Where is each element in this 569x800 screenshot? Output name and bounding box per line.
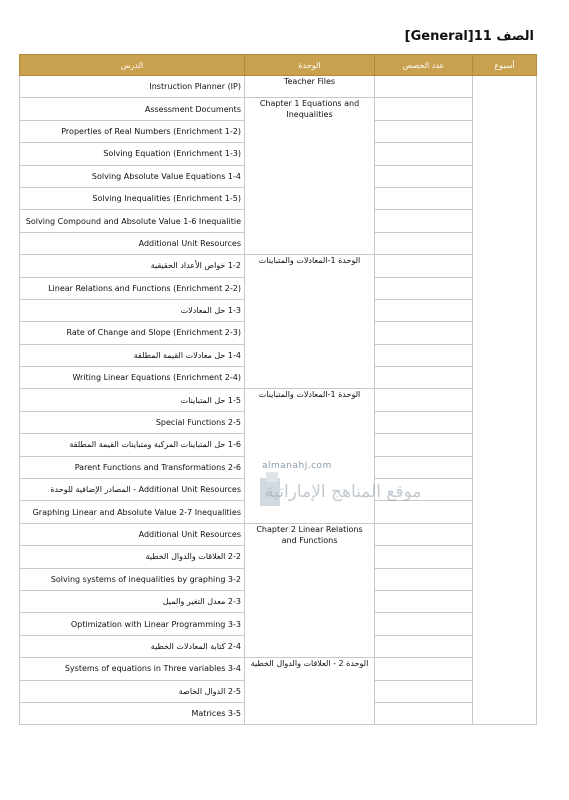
lesson-cell — [20, 479, 245, 501]
lesson-cell — [20, 98, 245, 120]
table-row — [20, 76, 537, 98]
count-cell — [375, 658, 473, 680]
lesson-cell — [20, 411, 245, 433]
watermark-url: almanahj.com — [262, 461, 332, 471]
lesson-text: Additional Unit Resources — [138, 530, 241, 539]
header-lesson: الدرس — [20, 55, 245, 76]
lesson-cell — [20, 568, 245, 590]
count-cell — [375, 590, 473, 612]
count-cell — [375, 187, 473, 209]
count-cell — [375, 501, 473, 523]
table-row — [20, 98, 537, 120]
lesson-text: (Solving Equation (Enrichment 1-3 — [103, 149, 241, 159]
lesson-text: Optimization with Linear Programming 3-3 — [70, 619, 241, 629]
lesson-text: 1-5 حل المتباينات — [180, 395, 241, 405]
lesson-text: 1-6 حل المتباينات المركبة ومتباينات القيمة المطلقة — [69, 440, 241, 450]
lesson-cell — [20, 344, 245, 366]
lesson-cell — [20, 143, 245, 165]
unit-cell: الوحدة 1-المعادلات والمتباينات — [245, 389, 375, 523]
table-row — [20, 389, 537, 411]
planner-table — [19, 54, 537, 725]
count-cell — [375, 367, 473, 389]
header-unit: الوحدة — [245, 55, 375, 76]
table-row — [20, 523, 537, 545]
count-cell — [375, 389, 473, 411]
lesson-cell — [20, 165, 245, 187]
count-cell — [375, 613, 473, 635]
lesson-text: Special Functions 2-5 — [155, 418, 241, 428]
lesson-cell — [20, 501, 245, 523]
lesson-text: Systems of equations in Three variables 3-4 — [64, 664, 241, 674]
count-cell — [375, 76, 473, 98]
lesson-text: Matrices 3-5 — [191, 709, 241, 719]
unit-cell: الوحدة 2 - العلاقات والدوال الخطية — [245, 658, 375, 725]
count-cell — [375, 143, 473, 165]
lesson-text: Assessment Documents — [144, 104, 241, 114]
lesson-cell — [20, 277, 245, 299]
lesson-cell — [20, 434, 245, 456]
lesson-cell — [20, 255, 245, 277]
lesson-text: 2-3 معدل التغير والميل — [162, 597, 241, 607]
lesson-cell — [20, 635, 245, 657]
lesson-text: Parent Functions and Transformations 2-6 — [74, 462, 241, 472]
count-cell — [375, 98, 473, 120]
lesson-cell — [20, 658, 245, 680]
lesson-text: Additional Unit Resources — [138, 238, 241, 248]
count-cell — [375, 165, 473, 187]
count-cell — [375, 322, 473, 344]
lesson-text: 1-3 حل المعادلات — [180, 306, 241, 316]
lesson-text: (Instruction Planner (IP — [149, 82, 241, 92]
lesson-text: Solving systems of inequalities by graphing 3-2 — [50, 574, 241, 584]
lesson-text: 2-5 الدوال الخاصة — [178, 686, 241, 696]
table-row — [20, 658, 537, 680]
count-cell — [375, 232, 473, 254]
count-cell — [375, 434, 473, 456]
count-cell — [375, 411, 473, 433]
lesson-cell — [20, 187, 245, 209]
lesson-cell — [20, 702, 245, 724]
lesson-cell — [20, 120, 245, 142]
lesson-text: 1-2 خواص الأعداد الحقيقية — [150, 261, 241, 271]
unit-cell: الوحدة 1-المعادلات والمتباينات — [245, 255, 375, 389]
lesson-cell — [20, 680, 245, 702]
lesson-text: 2-2 العلاقات والدوال الخطية — [145, 552, 241, 562]
count-cell — [375, 277, 473, 299]
count-cell — [375, 210, 473, 232]
lesson-text: (Properties of Real Numbers (Enrichment 1-2 — [61, 126, 241, 136]
count-cell — [375, 299, 473, 321]
unit-cell: Chapter 1 Equations and Inequalities — [245, 98, 375, 255]
count-cell — [375, 635, 473, 657]
lesson-cell — [20, 590, 245, 612]
lesson-text: (Writing Linear Equations (Enrichment 2-4 — [72, 373, 241, 383]
count-cell — [375, 546, 473, 568]
table-row — [20, 255, 537, 277]
lesson-text: (Rate of Change and Slope (Enrichment 2-3 — [66, 328, 241, 338]
week-cell — [473, 76, 537, 725]
lesson-cell — [20, 523, 245, 545]
header-week: أسبوع — [473, 55, 537, 76]
lesson-text: (Linear Relations and Functions (Enrichment 2-2 — [48, 283, 241, 293]
lesson-cell — [20, 546, 245, 568]
count-cell — [375, 120, 473, 142]
count-cell — [375, 702, 473, 724]
unit-cell: Teacher Files — [245, 76, 375, 98]
lesson-text: Solving Absolute Value Equations 1-4 — [91, 171, 241, 181]
count-cell — [375, 456, 473, 478]
page-title: الصف 11[General] — [404, 29, 534, 44]
lesson-cell — [20, 232, 245, 254]
count-cell — [375, 568, 473, 590]
lesson-text: (Solving Inequalities (Enrichment 1-5 — [92, 194, 241, 204]
lesson-cell — [20, 210, 245, 232]
lesson-text: 1-4 حل معادلات القيمة المطلقة — [133, 350, 241, 360]
lesson-cell — [20, 76, 245, 98]
lesson-cell — [20, 367, 245, 389]
lesson-text: Additional Unit Resources - المصادر الإضافية للوحدة — [50, 485, 241, 495]
watermark-text: موقع المناهج الإماراتية — [265, 482, 422, 502]
lesson-cell — [20, 456, 245, 478]
lesson-cell — [20, 613, 245, 635]
unit-cell: Chapter 2 Linear Relations and Functions — [245, 523, 375, 657]
lesson-text: Solving Compound and Absolute Value 1-6 Inequalitie — [25, 216, 241, 226]
header-count: عدد الحصص — [375, 55, 473, 76]
lesson-cell — [20, 322, 245, 344]
count-cell — [375, 523, 473, 545]
count-cell — [375, 255, 473, 277]
lesson-cell — [20, 389, 245, 411]
lesson-cell — [20, 299, 245, 321]
table-body — [20, 76, 537, 725]
lesson-text: 2-4 كتابة المعادلات الخطية — [150, 641, 241, 651]
count-cell — [375, 344, 473, 366]
lesson-text: Graphing Linear and Absolute Value 2-7 Inequalities — [32, 507, 241, 517]
count-cell — [375, 680, 473, 702]
header-row — [20, 55, 537, 76]
